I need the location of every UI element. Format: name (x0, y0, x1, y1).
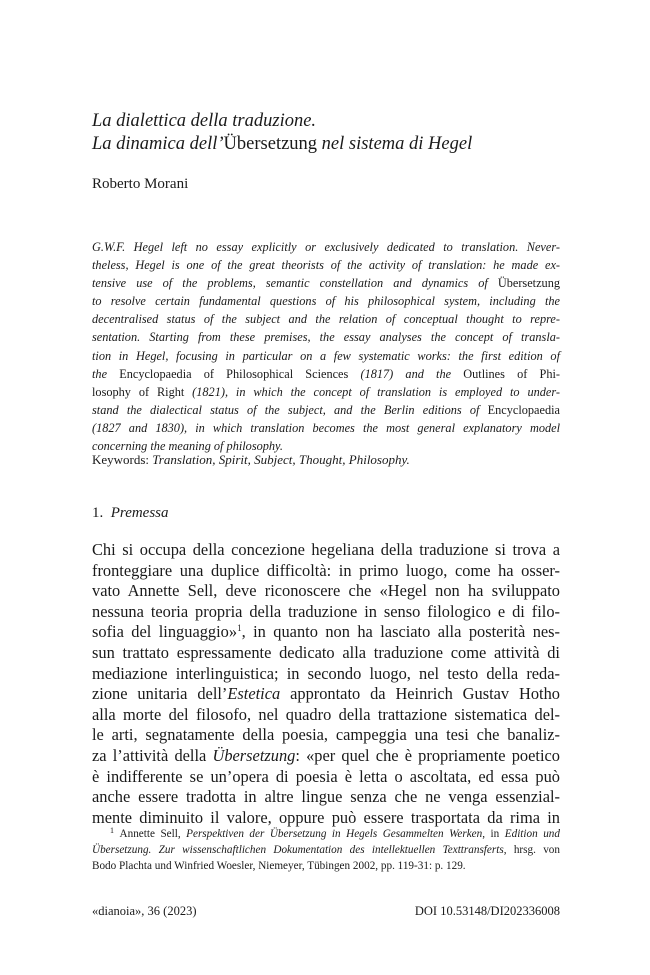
page-footer (92, 904, 560, 919)
body-line (92, 705, 560, 726)
abstract-line (92, 365, 560, 383)
body-line (92, 561, 560, 582)
abstract-line (92, 256, 560, 274)
abstract-line (92, 347, 560, 365)
body-italic-segment: Übersetzung (212, 745, 296, 765)
footnote-in: , in (482, 828, 505, 840)
title-line-2 (92, 133, 560, 156)
body-line (92, 787, 560, 808)
body-text-segment: zione unitaria dell’ (92, 684, 228, 704)
body-line (92, 540, 560, 561)
body-text-segment: Chi si occupa della concezione hegeliana della traduzione si trova a (92, 540, 560, 559)
footnote (92, 826, 560, 875)
body-text-segment: mente diminuito il valore, oppure può essere trasportata da rima in (92, 807, 560, 827)
body-line (92, 581, 560, 602)
abstract-text: tion in Hegel, focusing in particular on a few systematic works: the first edition of (92, 348, 560, 363)
body-line (92, 602, 560, 623)
section-title: Premessa (110, 505, 169, 521)
title-line-2-part-2: Übersetzung (223, 134, 318, 154)
abstract-line (92, 383, 560, 401)
body-text-segment: alla morte del filosofo, nel quadro della trattazione sistematica del- (92, 704, 560, 724)
keywords-value: Translation, Spirit, Subject, Thought, Philosophy. (152, 452, 410, 467)
abstract-text: theless, Hegel is one of the great theorists of the activity of translation: he made ex- (92, 258, 560, 273)
footnote-editors-prefix: , hrsg. von (503, 844, 560, 857)
section-number: 1. (92, 505, 104, 521)
body-text-segment: approntato da Heinrich Gustav Hotho (280, 684, 560, 704)
body-text-segment: sofia del linguaggio» (92, 622, 238, 642)
body-text-segment: mediazione interlinguistica; in secondo luogo, nel testo della reda- (92, 663, 560, 683)
body-line (92, 684, 560, 705)
body-line (92, 746, 560, 767)
body-text (92, 540, 560, 828)
abstract-line (92, 419, 560, 437)
abstract-roman-text: Outlines of Phi- (463, 366, 561, 381)
abstract-line (92, 238, 560, 256)
abstract-line (92, 292, 560, 310)
section-heading (92, 505, 169, 522)
abstract-line (92, 401, 560, 419)
journal-citation: «dianoia», 36 (2023) (92, 904, 197, 918)
abstract-line (92, 328, 560, 346)
abstract-line (92, 274, 560, 292)
footnote-collection-subtitle: Übersetzung. Zur wissenschaftlichen Dokumentation des intellektuellen Texttransferts (92, 844, 504, 857)
body-text-segment: è indifferente se un’opera di poesia è letta o ascoltata, ed essa può (92, 766, 560, 786)
body-text-segment: le arti, segnatamente della poesia, campeggia una tesi che banaliz- (92, 725, 560, 745)
abstract-text: stand the dialectical status of the subject, and the Berlin editions of (92, 402, 488, 417)
article-title (92, 110, 560, 156)
footnote-line (92, 858, 560, 874)
abstract-text: (1827 and 1830), in which translation becomes the most general explanatory model (92, 420, 560, 435)
body-text-segment: fronteggiare una duplice difficoltà: in primo luogo, come ha osser- (92, 560, 560, 580)
title-line-2-part-3: nel sistema di Hegel (317, 134, 473, 154)
abstract-roman-text: Encyclopaedia (487, 402, 560, 417)
body-italic-segment: Estetica (227, 684, 281, 704)
body-text-segment: , in quanto non ha lasciato alla posterità nes- (241, 622, 560, 642)
author-name: Roberto Morani (92, 176, 189, 192)
body-text-segment: nessuna teoria propria della traduzione in senso filologico e di filo- (92, 601, 560, 621)
abstract-text: tensive use of the problems, semantic constellation and dynamics of (92, 276, 498, 291)
body-line (92, 664, 560, 685)
body-text-segment: anche essere tradotta in altre lingue senza che ne venga essenzial- (92, 787, 560, 807)
doi[interactable]: DOI 10.53148/DI202336008 (414, 904, 560, 918)
body-line (92, 622, 560, 643)
footnote-publication: Bodo Plachta und Winfried Woesler, Niemeyer, Tübingen 2002, pp. 119-31: p. 129. (92, 860, 466, 873)
footnote-number: 1 (110, 826, 114, 835)
abstract-text: G.W.F. Hegel left no essay explicitly or exclusively dedicated to translation. Never- (92, 240, 560, 254)
abstract-text: concerning the meaning of philosophy. (92, 439, 283, 454)
keywords (92, 452, 410, 468)
abstract-roman-text: losophy of Right (92, 384, 185, 399)
abstract-text: the (92, 366, 120, 381)
footnote-ref[interactable]: 1 (237, 623, 242, 634)
body-line (92, 643, 560, 664)
body-line (92, 725, 560, 746)
abstract-roman-text: Encyclopaedia of Philosophical Sciences (119, 366, 349, 381)
footnote-author: Annette Sell, (119, 828, 187, 840)
abstract-text: (1821), in which the concept of translation is employed to under- (184, 384, 560, 399)
footnote-line (92, 826, 560, 842)
footnote-work: Perspektiven der Übersetzung in Hegels Gesammelten Werken (186, 828, 483, 840)
abstract-text: decentralised status of the subject and the relation of conceptual thought to repre- (92, 312, 560, 327)
title-line-1: La dialettica della traduzione. (92, 111, 317, 131)
abstract-line (92, 310, 560, 328)
title-line-2-part-1: La dinamica dell’ (92, 134, 224, 154)
body-text-segment: : «per quel che è propriamente poetico (295, 745, 560, 765)
footnote-collection: Edition und (504, 828, 560, 840)
abstract-text: (1817) and the (348, 366, 464, 381)
footnote-line (92, 842, 560, 858)
body-text-segment: vato Annette Sell, deve riconoscere che «Hegel non ha sviluppato (92, 581, 560, 601)
abstract-roman-text: Übersetzung (497, 276, 560, 291)
abstract-text: to resolve certain fundamental questions of his philosophical system, including the (92, 294, 560, 309)
body-text-segment: sun trattato espressamente dedicato alla traduzione come attività di (92, 642, 560, 662)
body-line (92, 767, 560, 788)
abstract (92, 238, 560, 455)
keywords-label: Keywords: (92, 452, 153, 467)
abstract-text: sentation. Starting from these premises, the essay analyses the concept of transla- (92, 330, 560, 345)
body-text-segment: za l’attività della (92, 745, 213, 765)
